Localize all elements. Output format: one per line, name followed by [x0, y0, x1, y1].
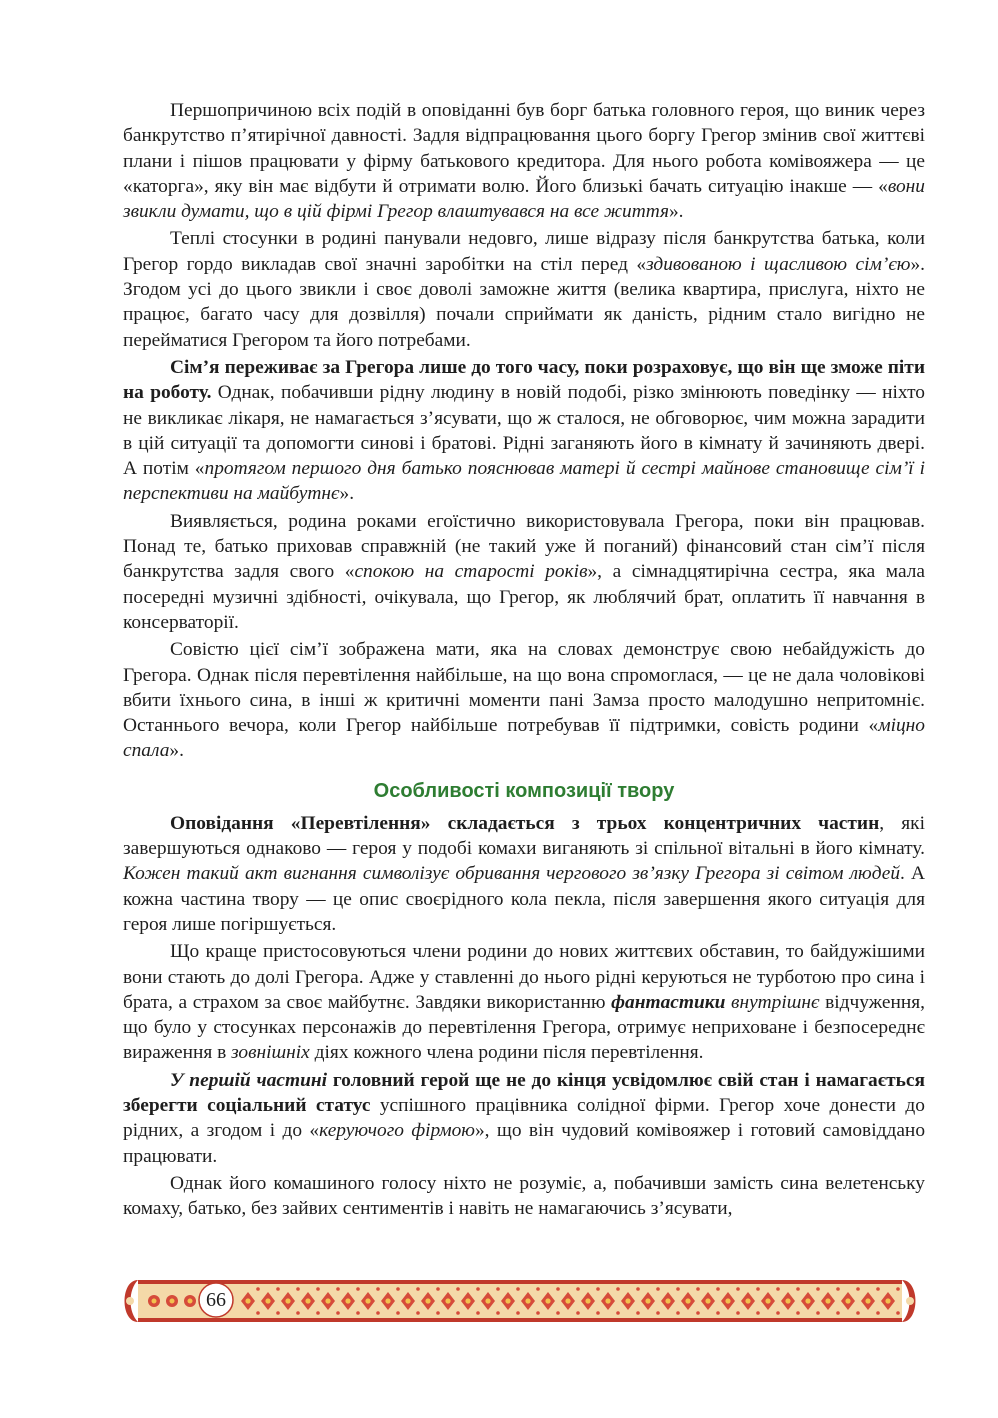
text-run: Виявляється, родина роками егоїстично використовувала Грегора, поки він працював. Понад те, батько приховав справжній (не такий уже й поганий) фінансовий стан сім’ї після банкрутства задля свого «	[123, 510, 925, 583]
text-run: ».	[169, 740, 184, 762]
paragraph	[123, 939, 925, 1065]
paragraph	[123, 637, 925, 763]
text-run: ».	[668, 201, 684, 223]
text-run: Сім’я переживає за Грегора лише до того часу, поки розраховує, що він ще зможе піти на роботу.	[123, 356, 925, 404]
text-run: ». Згодом усі до цього звикли і своє доволі заможне життя (велика квартира, прислуга, ніхто не працює, багато часу для дозвілля) почали сприймати як даність, рідним стало вигідно не перейматися Грегором та його потребами.	[123, 253, 926, 351]
text-run: відчуження, що було у стосунках персонажів до перевтілення Грегора, отримує неприховане і безпосереднє вираження в	[123, 991, 926, 1064]
text-run: протягом першого дня батько пояснював матері й сестрі майнове становище сім’ї і перспективи на майбутнє	[123, 458, 926, 505]
text-run: . А кожна частина твору — це опис своєрідного кола пекла, після завершення якого ситуація для героя лише погіршується.	[123, 863, 925, 935]
paragraph	[123, 98, 925, 224]
page-footer-ornament	[120, 1272, 920, 1330]
text-run: Однак, побачивши рідну людину в новій подобі, різко змінюють поведінку — ніхто не викликає лікаря, не намагається з’ясувати, що ж сталося, не обговорює, чим можна зарадити в цій ситуації та допомогти синові і братові. Рідні заганяють його в кімнату й зачиняють двері. А потім «	[123, 382, 925, 480]
text-run: фантастики	[611, 991, 726, 1013]
text-run: зовнішніх	[231, 1042, 310, 1064]
text-run: ».	[339, 483, 355, 505]
paragraphs-part-1	[123, 98, 925, 764]
text-run: спокою на старості років	[354, 561, 588, 583]
page-number: 66	[206, 1289, 226, 1311]
text-run: здивованою і щасливою сім’єю	[646, 253, 911, 275]
text-run: », що він чудовий комівояжер і готовий самовіддано працювати.	[123, 1120, 926, 1167]
paragraph	[123, 226, 925, 352]
text-run: Кожен такий акт вигнання символізує обривання чергового зв’язку Грегора зі світом людей	[123, 863, 901, 885]
text-run: У першій частині	[170, 1069, 328, 1091]
text-run: , які завершуються однаково — героя у подобі комахи виганяють зі спільної вітальні в його кімнату.	[123, 812, 925, 860]
text-run: Оповідання «Перевтілення» складається з трьох концентричних частин	[170, 812, 880, 834]
paragraph	[123, 355, 925, 507]
text-run: Першопричиною всіх подій в оповіданні був борг батька головного героя, що виник через банкрутство п’ятирічної давності. Задля відпрацювання цього боргу Грегор змінив свої життєві плани і пішов працювати у фірму батькового кредитора. Для нього робота комівояжера — це «каторга», яку він має відбути й отримати волю. Його близькі бачать ситуацію інакше — «	[123, 100, 925, 197]
text-run: керуючого фірмою	[319, 1120, 475, 1142]
section-title: Особливості композиції твору	[373, 779, 675, 802]
paragraph	[123, 1068, 925, 1169]
text-run: Що краще пристосовуються члени родини до нових життєвих обставин, то байдужішими вони стають до долі Грегора. Адже у ставленні до нього рідні керуються не турботою про сина і брата, а страхом за своє майбутнє. Завдяки використанню	[123, 941, 925, 1013]
text-run: діях кожного члена родини після перевтілення.	[309, 1042, 704, 1064]
text-run: головний герой ще не до кінця усвідомлює свій стан і намагається зберегти соціальний статус	[123, 1069, 925, 1116]
text-run: Совістю цієї сім’ї зображена мати, яка на словах демонструє свою небайдужість до Грегора. Однак після перевтілення найбільше, на що вона спромоглася, — це не дала чоловікові вбити їхнього сина, в інші ж критичні моменти пані Замза просто малодушно непритомніє. Останнього вечора, коли Грегор найбільше потребував її підтримки, совість родини «	[123, 639, 925, 737]
text-run: », а сімнадцятирічна сестра, яка мала посередні музичні здібності, очікувала, що Грегор, як люблячий брат, оплатить її навчання в консерваторії.	[123, 561, 926, 633]
paragraphs-part-2	[123, 811, 925, 1222]
text-run: успішного працівника солідної фірми. Грегор хоче донести до рідних, а згодом і до «	[123, 1094, 925, 1142]
text-run: вони звикли думати, що в цій фірмі Грегор влаштувався на все життя	[123, 175, 925, 223]
text-run: внутрішнє	[731, 991, 820, 1013]
text-run: Теплі стосунки в родині панували недовго, лише відразу після банкрутства батька, коли Грегор гордо викладав свої значні заробітки на стіл перед «	[123, 228, 925, 275]
paragraph	[123, 811, 925, 937]
ornament-band-icon	[120, 1272, 920, 1330]
body-text	[123, 98, 925, 1223]
text-run: міцно спала	[123, 715, 925, 762]
text-run: Однак його комашиного голосу ніхто не розуміє, а, побачивши замість сина велетенську комаху, батько, без зайвих сентиментів і навіть не намагаючись з’ясувати,	[123, 1172, 925, 1220]
paragraph	[123, 509, 925, 635]
paragraph	[123, 1171, 925, 1222]
